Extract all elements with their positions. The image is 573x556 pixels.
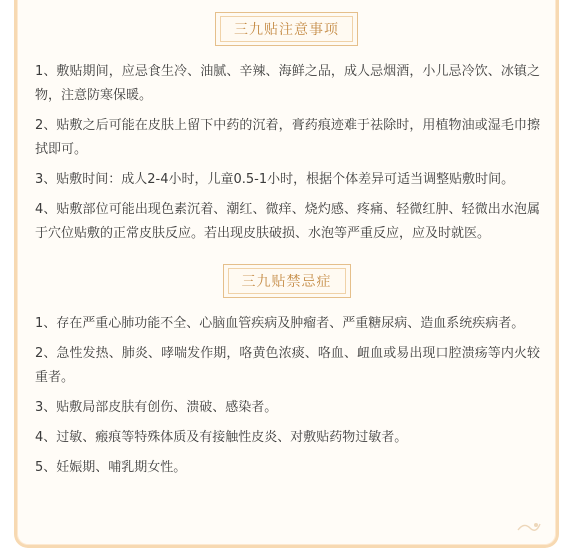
- section-contraindications: [17, 264, 556, 480]
- content-card: [14, 0, 559, 548]
- list-item: 1、存在严重心肺功能不全、心脑血管疾病及肿瘤者、严重糖尿病、造血系统疾病者。: [35, 316, 525, 331]
- section-header: [17, 12, 556, 46]
- section-precautions: [17, 12, 556, 246]
- list-item: 4、贴敷部位可能出现色素沉着、潮红、微痒、烧灼感、疼痛、轻微红肿、轻微出水泡属于穴位贴敷的正常皮肤反应。若出现皮肤破损、水泡等严重反应，应及时就医。: [35, 202, 540, 241]
- list-item: 3、贴敷时间：成人2-4小时，儿童0.5-1小时，根据个体差异可适当调整贴敷时间。: [35, 172, 515, 187]
- section-title: 三九贴注意事项: [215, 12, 358, 46]
- list-item: 1、敷贴期间，应忌食生冷、油腻、辛辣、海鲜之品，成人忌烟酒，小儿忌冷饮、冰镇之物，注意防寒保暖。: [35, 64, 540, 103]
- list-item: 2、贴敷之后可能在皮肤上留下中药的沉着，膏药痕迹难于祛除时，用植物油或湿毛巾擦拭即可。: [35, 118, 540, 157]
- section-title: 三九贴禁忌症: [223, 264, 351, 298]
- list-item: 5、妊娠期、哺乳期女性。: [35, 460, 187, 475]
- precautions-list: [17, 60, 556, 246]
- section-header: [17, 264, 556, 298]
- list-item: 4、过敏、瘢痕等特殊体质及有接触性皮炎、对敷贴药物过敏者。: [35, 430, 408, 445]
- list-item: 3、贴敷局部皮肤有创伤、溃破、感染者。: [35, 400, 278, 415]
- contraindications-list: [17, 312, 556, 480]
- list-item: 2、急性发热、肺炎、哮喘发作期，咯黄色浓痰、咯血、衄血或易出现口腔溃疡等内火较重者。: [35, 346, 540, 385]
- watermark-icon: [516, 519, 542, 533]
